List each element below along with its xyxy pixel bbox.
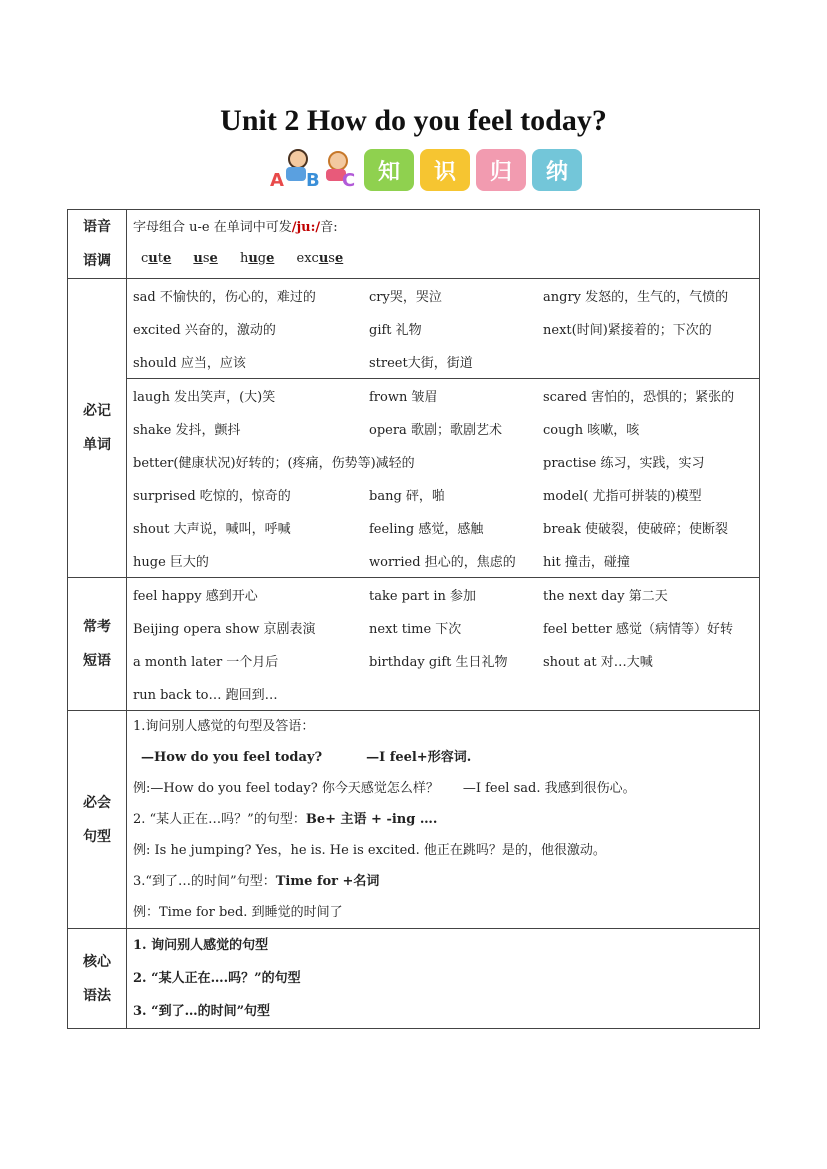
- sentence-line-3: 例:—How do you feel today? 你今天感觉怎么样？ —I feel sad. 我感到很伤心。: [133, 781, 636, 796]
- phrase-row-4: run back to… 跑回到…: [133, 688, 278, 703]
- vocab-row-1: sad 不愉快的，伤心的，难过的 cry哭，哭泣 angry 发怒的，生气的，气愤的: [133, 290, 729, 305]
- word-huge: huge: [239, 251, 275, 266]
- vocab-row-9: huge 巨大的 worried 担心的，焦虑的 hit 撞击，碰撞: [133, 555, 630, 570]
- vocab-row-2: excited 兴奋的，激动的 gift 礼物 next(时间)紧接着的；下次的: [133, 323, 712, 338]
- phonics-head: 语音 语调: [68, 210, 127, 279]
- sentence-line-1: 1.询问别人感觉的句型及答语：: [133, 719, 315, 734]
- phrase-row-1: feel happy 感到开心 take part in 参加 the next day 第二天: [133, 589, 668, 604]
- page-title: Unit 2 How do you feel today?: [220, 104, 607, 137]
- knowledge-banner: [266, 147, 582, 193]
- sentence-line-5: 例: Is he jumping? Yes，he is. He is excited. 他正在跳吗？是的，他很激动。: [133, 843, 606, 858]
- phrase-row-2: Beijing opera show 京剧表演 next time 下次 feel better 感觉（病情等）好转: [133, 622, 733, 637]
- sentence-line-4: 2. “某人正在…吗？”的句型：Be+ 主语 + -ing ….: [133, 812, 438, 827]
- grammar-item-1: 1. 询问别人感觉的句型: [133, 938, 269, 953]
- letter-c: C: [342, 170, 356, 191]
- grammar-head: 核心 语法: [68, 929, 127, 1029]
- phonics-rule: 字母组合 u-e 在单词中可发/ju:/音:: [133, 220, 338, 235]
- grammar-item-3: 3. “到了…的时间”句型: [133, 1004, 271, 1019]
- phonics-words: [127, 243, 759, 274]
- vocab-group-2: [127, 379, 759, 577]
- chip-na: 纳: [532, 149, 582, 191]
- sentences-head: 必会 句型: [68, 711, 127, 929]
- phrases-head: 常考 短语: [68, 578, 127, 711]
- vocab-row: [68, 279, 760, 578]
- word-cute: cute: [141, 251, 172, 266]
- vocab-head: 必记 单词: [68, 279, 127, 578]
- kid-boy-body: [286, 167, 306, 181]
- grammar-content: [127, 929, 760, 1029]
- vocab-content: [127, 279, 760, 578]
- chip-shi: 识: [420, 149, 470, 191]
- word-use: use: [193, 251, 218, 266]
- phonics-content: [127, 210, 760, 279]
- chip-gui: 归: [476, 149, 526, 191]
- sentences-content: [127, 711, 760, 929]
- sentences-row: [68, 711, 760, 929]
- letter-a: A: [270, 170, 284, 191]
- phrase-row-3: a month later 一个月后 birthday gift 生日礼物 shout at 对…大喊: [133, 655, 653, 670]
- kids-illustration: [266, 147, 358, 193]
- summary-table: [67, 209, 760, 1029]
- vocab-row-8: shout 大声说，喊叫，呼喊 feeling 感觉，感触 break 使破裂，使破碎；使断裂: [133, 522, 728, 537]
- grammar-item-2: 2. “某人正在….吗？”的句型: [133, 971, 301, 986]
- phrases-row: [68, 578, 760, 711]
- phrases-content: [127, 578, 760, 711]
- word-excuse: excuse: [296, 251, 344, 266]
- grammar-row: [68, 929, 760, 1029]
- vocab-group-1: [127, 279, 759, 379]
- sentence-line-6: 3.“到了…的时间”句型：Time for +名词: [133, 874, 380, 889]
- vocab-row-3: should 应当，应该 street大街，街道: [133, 356, 473, 371]
- sentence-line-2: —How do you feel today? —I feel+形容词.: [141, 750, 472, 765]
- letter-b: B: [306, 170, 320, 191]
- kid-girl-head: [328, 151, 348, 171]
- vocab-row-6: better(健康状况)好转的；(疼痛，伤势等)减轻的 practise 练习，实践，实习: [133, 456, 705, 471]
- vocab-row-4: laugh 发出笑声，(大)笑 frown 皱眉 scared 害怕的，恐惧的；紧张的: [133, 390, 735, 405]
- kid-boy-head: [288, 149, 308, 169]
- phonics-row: [68, 210, 760, 279]
- chip-zhi: 知: [364, 149, 414, 191]
- sentence-line-7: 例：Time for bed. 到睡觉的时间了: [133, 905, 343, 920]
- vocab-row-5: shake 发抖，颤抖 opera 歌剧；歌剧艺术 cough 咳嗽，咳: [133, 423, 640, 438]
- vocab-row-7: surprised 吃惊的，惊奇的 bang 砰，啪 model( 尤指可拼装的)模型: [133, 489, 702, 504]
